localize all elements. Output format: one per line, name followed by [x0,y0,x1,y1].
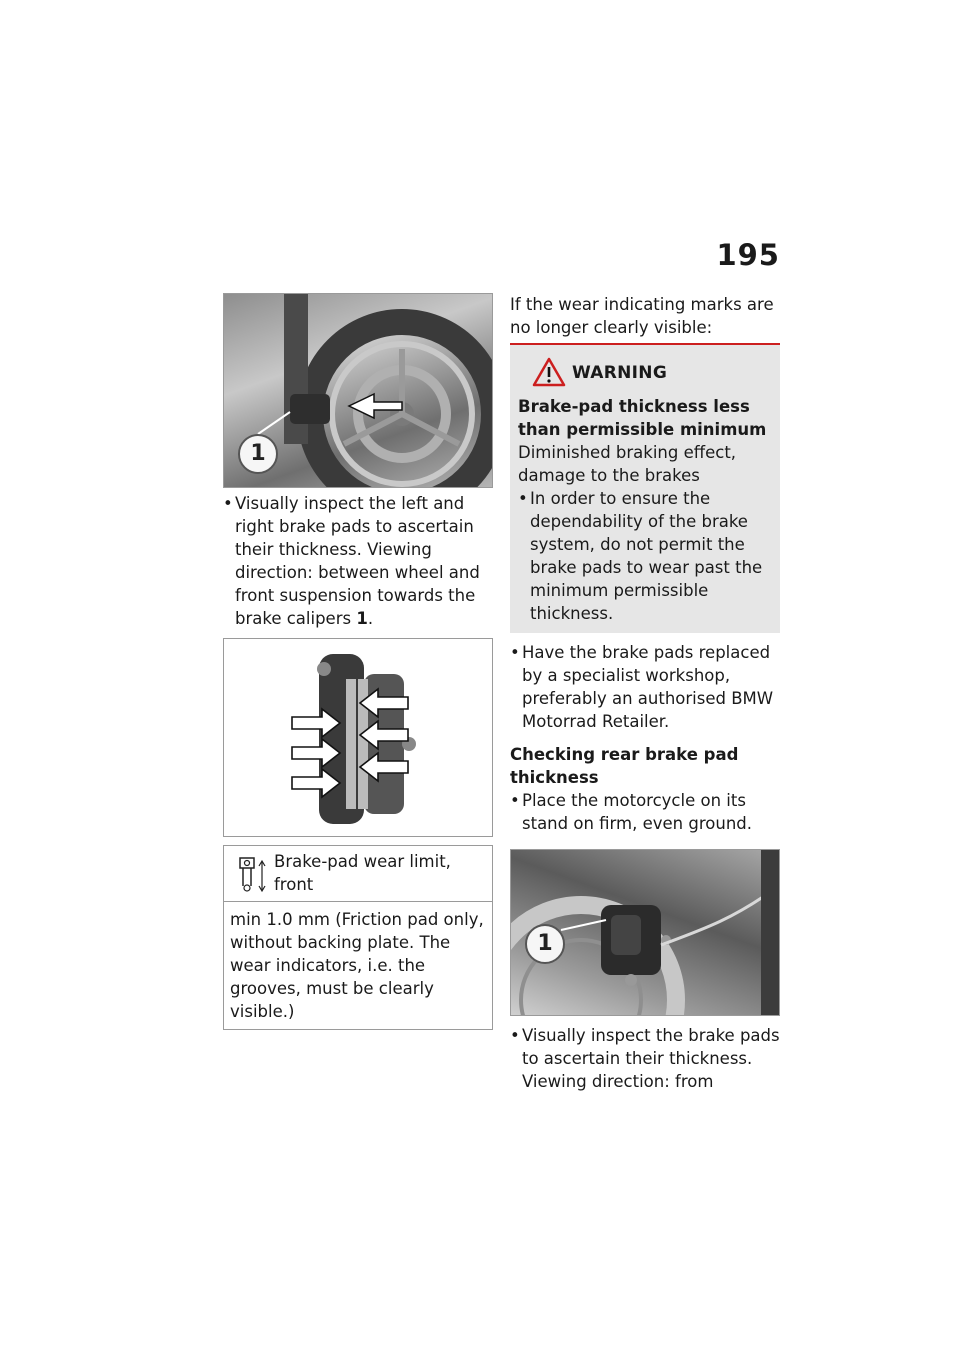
warning-triangle-icon [532,357,566,387]
spec-head [224,846,492,902]
warning-instruction [518,487,772,625]
caliper-illustration [224,639,493,836]
warning-head [518,355,772,391]
bullet-text: Visually inspect the brake pads to ascertain their thickness. Viewing direction: from [522,1026,780,1091]
warning-title: WARNING [572,363,668,383]
bullet-dot: • [510,791,520,810]
bullet-text: Visually inspect the left and right brake pads to ascertain their thickness. Viewing direction: between wheel and front suspension towards the brake calipers [235,494,480,628]
intro-text: If the wear indicating marks are no longer clearly visible: [510,295,774,337]
left-column [223,293,493,1030]
page-number: 195 [716,238,780,272]
right-column [510,293,780,1101]
bullet-replace-pads [510,641,780,733]
callout-ref: 1 [356,609,368,628]
callout-1: 1 [525,924,565,964]
bullet-inspect-rear [510,1024,780,1093]
spec-label: Brake-pad wear limit, front [274,852,451,894]
warning-consequence: Diminished braking effect, damage to the brakes [518,443,737,485]
front-wheel-figure [223,293,493,488]
bullet-place-motorcycle [510,789,780,835]
warning-subject: Brake-pad thickness less than permissible minimum [518,397,767,439]
bullet-dot: • [223,494,233,513]
callout-1: 1 [238,434,278,474]
caliper-figure [223,638,493,837]
bullet-dot: • [518,489,528,508]
rear-caliper-figure [510,849,780,1016]
bullet-inspect-front: • Visually inspect the left and right brake pads to ascertain their thickness. Viewing direction: between wheel and front suspension towards the brake calipers 1. [223,494,480,628]
bullet-text: Place the motorcycle on its stand on firm, even ground. [522,791,752,833]
warning-instruction-text: In order to ensure the dependability of the brake system, do not permit the brake pads to wear past the minimum permissible thickness. [530,489,763,623]
warning-box [510,345,780,633]
bullet-dot: • [510,1026,520,1045]
bullet-dot: • [510,643,520,662]
section-heading: Checking rear brake pad thickness [510,745,739,787]
spec-value: min 1.0 mm (Friction pad only, without backing plate. The wear indicators, i.e. the grooves, must be clearly visible.) [230,910,484,1021]
spec-box-wear-limit [223,845,493,1030]
bullet-text: Have the brake pads replaced by a specialist workshop, preferably an authorised BMW Motorrad Retailer. [522,643,774,731]
wear-limit-icon [238,856,270,894]
